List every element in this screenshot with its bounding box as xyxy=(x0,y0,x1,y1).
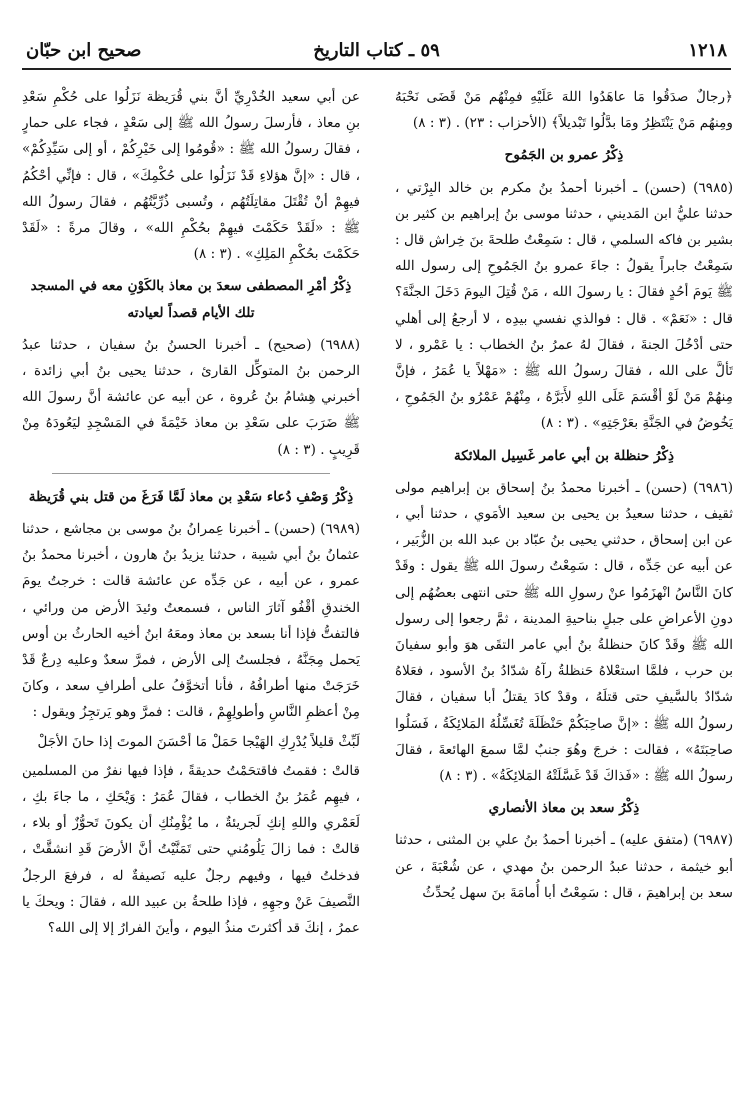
section-heading: ذِكْرُ عمرو بن الجَمُوح xyxy=(504,147,624,164)
paragraph: لَبِّثْ قليلاً يُدْرِكِ الهَيْجا حَمَلْ مَا أحْسَنَ الموتَ إذا حانَ الأجَلْ xyxy=(37,733,360,750)
left-column xyxy=(22,84,360,1096)
section-heading: ذِكْرُ أمْرِ المصطفى سعدَ بن معاذ بالكَوْنِ معه في المسجد تلك الأيام قصداً لعيادته xyxy=(30,278,352,321)
paragraph: عن أبي سعيد الخُدْرِيِّ أنَّ بني قُرَيظة نَزَلُوا على حُكْمِ سَعْدِ بنِ معاذ ، فأرسلَ رسولُ الله ﷺ إلى سَعْدٍ ، فجاء على حمارٍ ، فقالَ رسولُ الله ﷺ : «قُومُوا إلى خَيْرِكُمْ ، أو إلى سَيِّدِكُمْ» ، قال : «إنَّ هؤلاءِ قَدْ نَزَلُوا على حُكْمِكَ» ، قال : فإنِّي أحْكُمُ فيهِمْ أنْ تُقْتَلَ مقاتِلَتُهُم ، وتُسبى ذُرِّيَّتُهُم ، فقالَ رسولُ الله ﷺ : «لَقَدْ حَكَمْتَ فيهِمْ بحُكْمِ الله» ، وقالَ مرةً : «لَقَدْ حَكَمْتَ بحُكْمِ المَلِكِ» . (٣ : ٨) xyxy=(22,89,360,263)
paragraph: قالتْ : فقمتُ فاقتحَمْتُ حديقةً ، فإذا فيها نفرٌ من المسلمين ، فيهِم عُمَرُ بنُ الخطاب ، فقالَ عُمَرُ : وَيْحَكِ ، ما جاءَ بكِ ، لَعَمْري واللهِ إنكِ لَجريئةٌ ، ما يُؤْمِنُكِ أن يكونَ تَحوُّزٌ أو بلاء ، قالتْ : فما زالَ يَلُومُني حتى تَمَنَّيْتُ أنَّ الأرضَ قَدِ انشقَّتْ ، فدخلتُ فيها ، وفيهم رجلٌ عليه نَصيفةٌ له ، فرفعَ الرجلُ النَّصيفَ عَنْ وجهِهِ ، فإذا طلحةُ بن عبيد الله ، فقالَ : ويحكَ يا عمرُ ، إنكَ قد أكثرتَ منذُ اليوم ، وأينَ الفرارُ إلا إلى الله؟ xyxy=(22,762,360,937)
section-heading: ذِكْرُ سعد بن معاذ الأنصاري xyxy=(488,800,640,817)
paragraph: (٦٩٨٧) (متفق عليه) ـ أخبرنا أحمدُ بنُ علي بن المثنى ، حدثنا أبو خيثمة ، حدثنا عبدُ الرحمن بنُ مهدي ، عن شُعْبَةَ ، عن سعد بن إبراهيمَ ، قال : سَمِعْتُ أبا أُمامَةَ بنَ سهل يُحدِّثُ xyxy=(395,832,733,901)
page-header xyxy=(22,34,731,70)
paragraph: ﴿رجالٌ صدَقُوا مَا عاهَدُوا اللهَ عَلَيْهِ فمِنْهُم مَنْ قَضَى نَحْبَهُ ومِنهُم مَنْ يَنْتَظِرُ ومَا بدَّلُوا تَبْديلاً﴾ (الأحزاب : ٢٣) . (٣ : ٨) xyxy=(395,89,733,132)
page-number: ١٢١٨ xyxy=(688,40,727,61)
paragraph: (٦٩٨٦) (حسن) ـ أخبرنا محمدُ بنُ إسحاق بن إبراهيم مولى ثقيف ، حدثنا سعيدُ بن يحيى بن سعيد الأمَوي ، حدثنا أبي ، عن ابن إسحاق ، حدثني يحيى بنُ عبّاد بن عبد الله بن الزُّبَير ، عن أبيه عن جَدِّه ، قال : سَمِعْتُ رسولَ الله ﷺ يقول : وقَدْ كانَ النَّاسُ انْهزَمُوا عنْ رسولِ الله ﷺ حتى انتهى بعضُهُم إلى دونِ الأعراضِ على جبلٍ بناحيةِ المدينة ، ثمَّ رجعوا إلى رسول الله ﷺ وقَدْ كانَ حنظلةُ بنُ أبي عامر التقَى هوَ وأبو سفيانَ بن حرب ، فلمَّا استعْلاهُ حَنظلةُ رآهُ شدّادُ بنُ الأسود ، فعَلاهُ شدّادٌ بالسَّيفِ حتى قتلَهُ ، وقدْ كادَ يقتلُ أبا سفيان ، فقالَ رسولُ الله ﷺ : «إنَّ صاحِبَكُمْ حَنْظَلَةَ تُغَسِّلُهُ المَلائِكَةُ ، فَسَلُوا صاحِبَتَهُ» ، فقالت : خرجَ وهُوَ جنبٌ لمَّا سمعَ الهائعةَ ، فقالَ رسولُ الله ﷺ : «فَذاكَ قَدْ غَسَّلَتْهُ المَلائِكَةُ» . (٣ : ٨) xyxy=(395,479,733,785)
chapter-title: ٥٩ ـ كتاب التاريخ xyxy=(313,40,440,61)
section-heading: ذِكْرُ وَصْفِ دُعاء سَعْدِ بن معاذ لَمَّا فَرَغَ من قتل بني قُرَيظة xyxy=(28,488,354,505)
book-title: صحيح ابن حبّان xyxy=(26,40,142,61)
paragraph: (٦٩٨٩) (حسن) ـ أخبرنا عِمرانُ بنُ موسى بن مجاشع ، حدثنا عثمانُ بنُ أبي شيبة ، حدثنا يزيدُ بنُ هارون ، أخبرنا محمدُ بنُ عمرو ، عن أبيه ، عن جَدِّه عن عائشة قالت : خرجتُ يومَ الخندقِ أقْفُو آثارَ الناس ، فسمعتُ وئيدَ الأرض من ورائي ، فالتفتُّ فإذا أنا بسعد بن معاذ ومعَهُ ابنُ أخيه الحارثُ بن أوس يَحمل مِجَنَّهُ ، فجلستُ إلى الأرض ، فمرَّ سعدٌ وعليه دِرعٌ قَدْ خَرَجَتْ منها أطرافُهُ ، فأنا أتخوَّفُ على أطرافِ سعد ، وكانَ مِنْ أعظمِ النَّاسِ وأطولِهِمْ ، قالت : فمرَّ وهو يَرتجِزُ ويقول : xyxy=(22,521,360,721)
right-column xyxy=(395,84,733,1096)
section-divider xyxy=(52,473,330,474)
paragraph: (٦٩٨٨) (صحيح) ـ أخبرنا الحسنُ بنُ سفيان ، حدثنا عبدُ الرحمن بنُ المتوكِّل القارئ ، حدثنا يحيى بنُ أبي زائدة ، أخبرني هِشامُ بنُ عُروة ، عن أبيه عن عائشة أنَّ رسولَ الله ﷺ ضَرَبَ على سَعْدِ بن معاذ خَيْمَةً في المَسْجِدِ ليَعُودَهُ مِنْ قَرِيبٍ . (٣ : ٨) xyxy=(22,336,360,458)
section-heading: ذِكْرُ حنظلة بن أبي عامر غَسِيل الملائكة xyxy=(453,447,675,464)
paragraph: (٦٩٨٥) (حسن) ـ أخبرنا أحمدُ بنُ مكرم بن خالد البِرْتي ، حدثنا عليُّ ابن المَديني ، حدثنا موسى بنُ إبراهيم بن كثير بن بشير بن فاكه السلمي ، قال : سَمِعْتُ طلحةَ بنَ خِراش قال : سَمِعْتُ جابراً يقولُ : جاءَ عمرو بنُ الجَمُوحِ إلى رسول الله ﷺ يَومَ أحُدٍ فقالَ : يا رسولَ الله ، مَنْ قُتِلَ اليومَ دَخَلَ الجنَّةَ؟ قال : «نَعَمْ» . قال : فوالذي نفسي بيدِه ، لا أرجعُ إلى أهلي حتى أدْخُلَ الجنةَ ، فقالَ لهُ عمرُ بنُ الخطاب : يا عَمْرو ، لا تَألَّ على الله ، فقالَ رسولُ الله ﷺ : «مَهْلاً يا عُمَرُ ، فإنَّ مِنهُمْ مَنْ لَوْ أقْسَمَ عَلَى اللهِ لأَبَرَّهُ ، مِنْهُمْ عَمْرُو بنُ الجَمُوحِ ، يَخُوضُ في الجَنَّةِ بعَرْجَتِهِ» . (٣ : ٨) xyxy=(395,179,733,432)
